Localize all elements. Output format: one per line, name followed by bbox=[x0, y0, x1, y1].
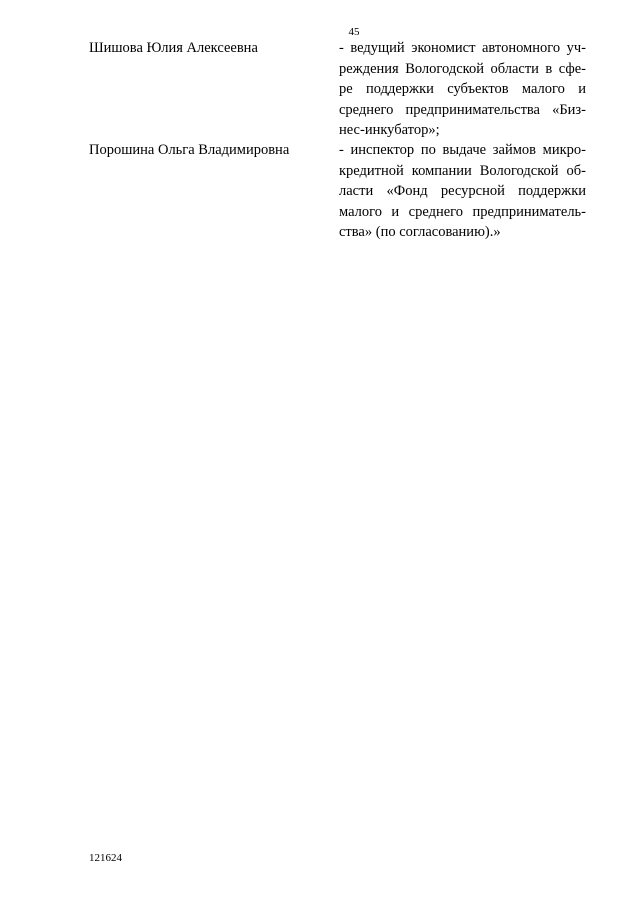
member-position bbox=[339, 38, 586, 141]
page-number: 45 bbox=[348, 26, 360, 38]
member-name: Шишова Юлия Алексеевна bbox=[89, 40, 258, 56]
member-name: Порошина Ольга Владимировна bbox=[89, 142, 290, 158]
position-line: ре поддержки субъектов малого и bbox=[339, 81, 586, 97]
position-line: реждения Вологодской области в сфе- bbox=[339, 60, 586, 77]
position-line: - инспектор по выдаче займов микро- bbox=[339, 142, 586, 158]
position-line: - ведущий экономист автономного уч- bbox=[339, 40, 586, 56]
member-position bbox=[339, 140, 586, 243]
position-line: кредитной компании Вологодской об- bbox=[339, 162, 586, 179]
position-line: среднего предпринимательства «Биз- bbox=[339, 101, 586, 118]
position-line: ласти «Фонд ресурсной поддержки bbox=[339, 183, 586, 199]
position-line: ства» (по согласованию).» bbox=[339, 224, 501, 240]
position-line: нес-инкубатор»; bbox=[339, 122, 440, 138]
position-line: малого и среднего предприниматель- bbox=[339, 203, 586, 220]
document-code: 121624 bbox=[89, 852, 122, 864]
